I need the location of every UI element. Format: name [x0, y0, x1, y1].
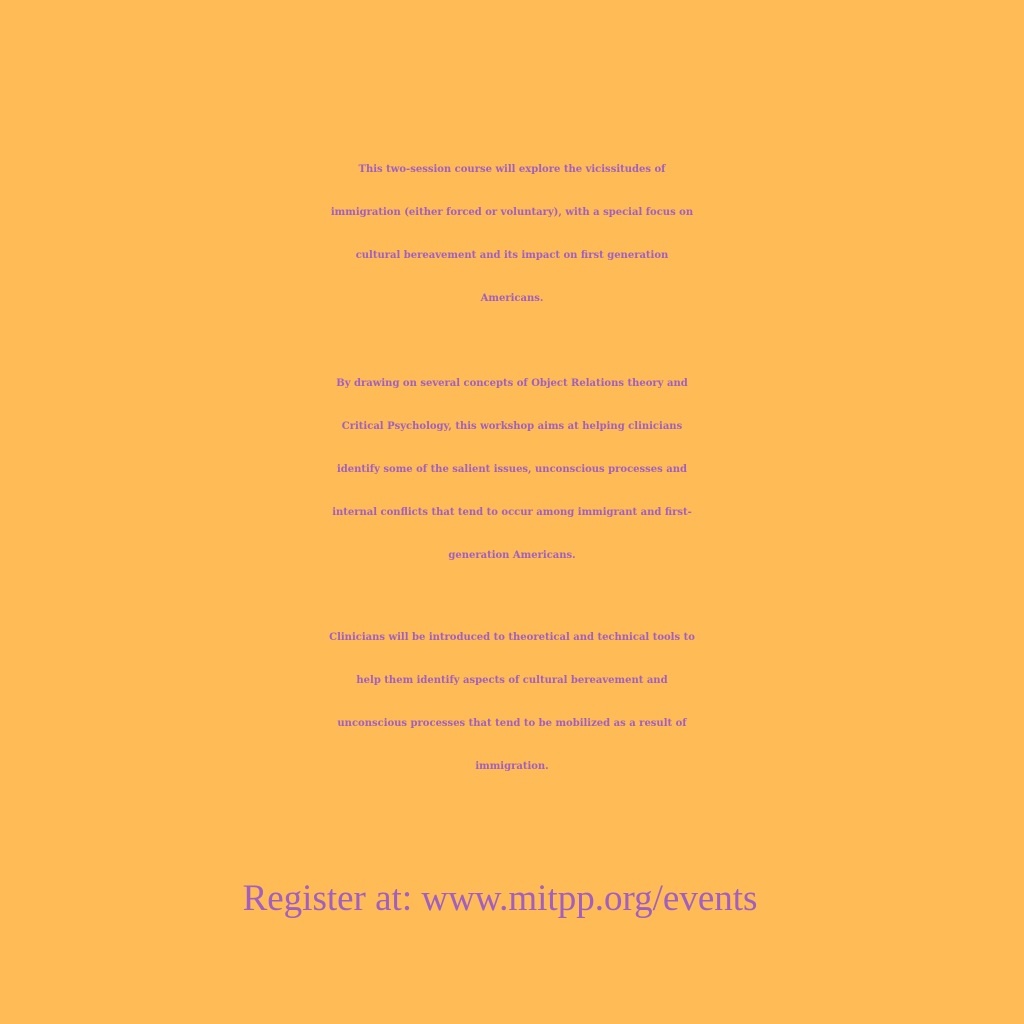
text-line: immigration.	[475, 761, 549, 772]
register-link-text: Register at: www.mitpp.org/events	[242, 878, 758, 919]
text-line: generation Americans.	[448, 550, 576, 561]
text-line: Critical Psychology, this workshop aims at helping clinicians	[341, 421, 683, 432]
text-line: unconscious processes that tend to be mobilized as a result of	[337, 718, 687, 729]
clinician-tools-paragraph	[0, 616, 1024, 788]
workshop-aims-paragraph	[0, 362, 1024, 577]
text-line: This two-session course will explore the vicissitudes of	[358, 164, 666, 175]
text-line: By drawing on several concepts of Object Relations theory and	[336, 378, 688, 389]
text-line: Americans.	[480, 293, 544, 304]
text-line: immigration (either forced or voluntary), with a special focus on	[330, 207, 694, 218]
text-line: help them identify aspects of cultural bereavement and	[356, 675, 668, 686]
text-line: identify some of the salient issues, unconscious processes and	[336, 464, 688, 475]
text-line: internal conflicts that tend to occur among immigrant and first-	[332, 507, 692, 518]
text-line: Clinicians will be introduced to theoretical and technical tools to	[329, 632, 695, 643]
text-line: cultural bereavement and its impact on first generation	[355, 250, 669, 261]
course-description-paragraph	[0, 148, 1024, 320]
